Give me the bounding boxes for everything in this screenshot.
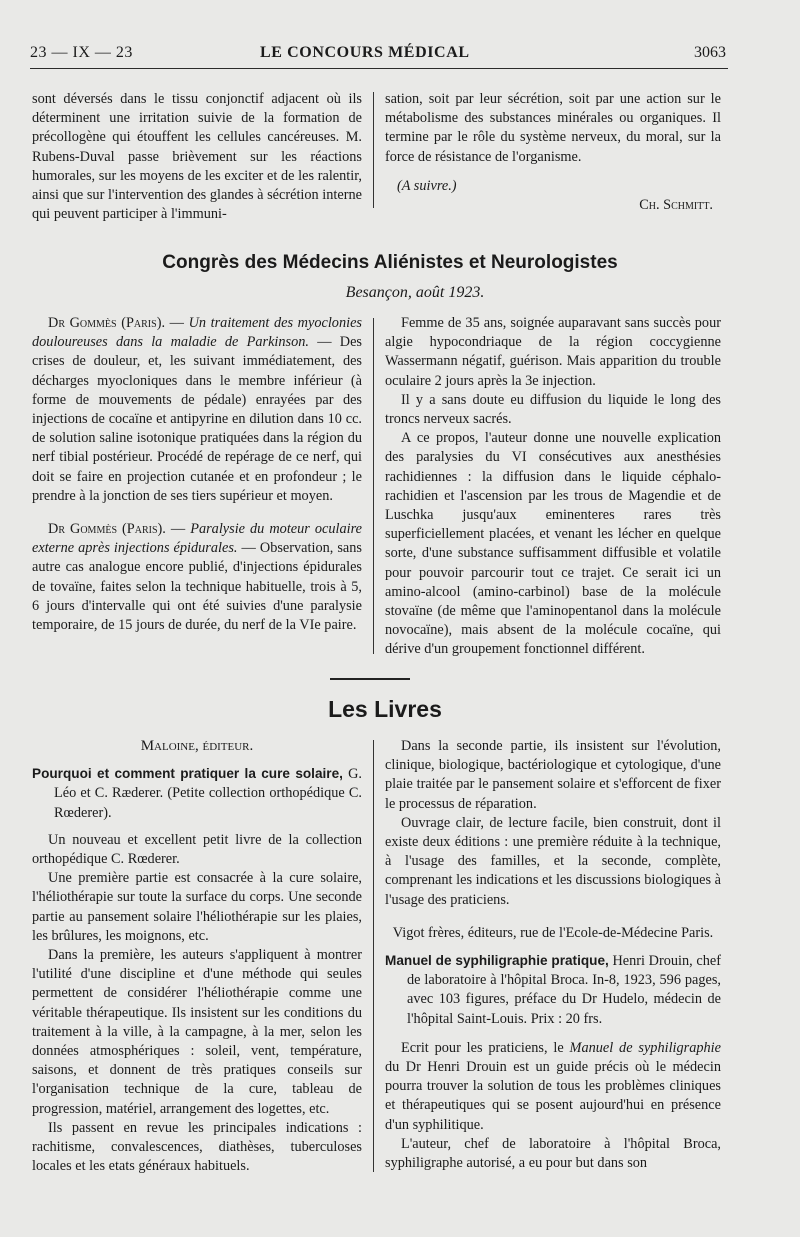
section-separator <box>330 678 410 680</box>
column-divider <box>373 318 374 654</box>
congress-item-1: Dr Gommès (Paris). — Un traitement des myoclonies douloureuses dans la maladie de Parkinson. — Des crises de douleur, et, les suivant immédiatement, des décharges myocloniques dans le membre inférieur (à forme de mouvements de pédale) enrayées par des injections de cocaïne et antipyrine en dilution dans 10 cc. de solution saline isotonique pratiquées dans la région du nerf tibial postérieur. Procédé de repérage de ce nerf, qui doit se faire en projection cutanée et en profondeur ; le prendre à la jonction de ses tiers supérieur et moyen. <box>32 315 362 504</box>
books-right-column <box>385 737 721 1173</box>
header-rule <box>30 68 728 69</box>
books-section-title: Les Livres <box>328 696 442 722</box>
congress-right-para-1: Femme de 35 ans, soignée auparavant sans succès pour algie hypocondriaque de la région coccygienne Wassermann négatif, guérison. Mais apparition du trouble oculaire 2 jours après la 3e injection. <box>385 315 721 389</box>
congress-place-date: Besançon, août 1923. <box>345 284 485 301</box>
header-date: 23 — IX — 23 <box>30 44 133 61</box>
congress-right-column <box>385 314 721 660</box>
congress-item-2: Dr Gommès (Paris). — Paralysie du moteur oculaire externe après injections épidurales. — Observation, sans autre cas analogue encore publié, d'injections épidurales de tovaïne, faites selon la technique habituelle, trois à 5, 6 jours d'intervalle qui ont été suivies d'une paralysie temporaire, de 15 jours de durée, du nerf de la VIe paire. <box>32 521 362 634</box>
book-entry-syphiligraphie: Manuel de syphiligraphie pratique, Henri Drouin, chef de laboratoire à l'hôpital Broca. In-8, 1923, 596 pages, avec 103 figures, préface du Dr Hudelo, médecin de l'hôpital Saint-Louis. Prix : 20 frs. <box>385 953 721 1027</box>
congress-right-para-3: A ce propos, l'auteur donne une nouvelle explication des paralysies du VI consécutives aux anesthésies rachidiennes : la diffusion dans le liquide céphalo-rachidien et l'ascension par les trous de Magendie et de Luschka jusqu'aux eminenteres rares très superficiellement placées, et venant les lécher en quelque sorte, d'une substance suffisamment diffusible et volatile pour pouvoir parcourir tout ce trajet. Ce serait ici un amino-alcool (amino-carbinol) base de la molécule stovaïne (de même que l'aminopentanol dans la molécule novocaïne), mais absent de la molécule cocaïne, qui dérive d'un groupement fonctionnel différent. <box>385 430 721 658</box>
review-para-2: Une première partie est consacrée à la cure solaire, l'héliothérapie sur toute la surface du corps. Une seconde partie au pansement solaire l'héliothérapie sur les plaies, les brûlures, les moignons, etc. <box>32 870 362 944</box>
congress-left-column <box>32 314 362 635</box>
review-para-1: Un nouveau et excellent petit livre de la collection orthopédique C. Rœderer. <box>32 831 362 868</box>
top-left-text: sont déversés dans le tissu conjonctif adjacent où ils déterminent une irritation suivie de la formation de précollogène qui étouffent les cellules cancéreuses. M. Rubens-Duval passe brièvement sur les réactions humorales, sur les moyens de les exciter et de les ralentir, ainsi que sur l'intervention des glandes à sécrétion interne qui peuvent participer à l'immuni- <box>32 91 362 223</box>
review-para-5: Dans la seconde partie, ils insistent sur l'évolution, clinique, biologique, bactériologique et cytologique, d'une plaie traitée par le pansement solaire et s'efforcent de fixer le processus de réparation. <box>385 738 721 812</box>
publisher-vigot: Vigot frères, éditeurs, rue de l'Ecole-de-Médecine Paris. <box>392 924 714 941</box>
review-para-8: L'auteur, chef de laboratoire à l'hôpital Broca, syphiligraphe autorisé, a eu pour but dans son <box>385 1135 721 1172</box>
books-left-column <box>32 737 362 1176</box>
top-left-column <box>32 90 362 224</box>
top-right-column <box>385 90 721 215</box>
signature: Ch. Schmitt. <box>639 197 713 214</box>
review-para-3: Dans la première, les auteurs s'appliquent à montrer l'utilité d'une discipline et d'une méthode qui seules permettent de considérer l'héliothérapie comme une véritable thérapeutique. Ils insistent sur les conditions du traitement à la ville, à la campagne, à la mer, selon les données atmosphériques : soleil, vent, température, saisons, et donnent de très pratiques conseils sur l'organisation technique de la cure, tableau de progression, matériel, arrangement des logettes, etc. <box>32 947 362 1117</box>
book-entry-cure-solaire: Pourquoi et comment pratiquer la cure solaire, G. Léo et C. Ræderer. (Petite collection orthopédique C. Rœderer). <box>32 766 362 821</box>
congress-right-para-2: Il y a sans doute eu diffusion du liquide le long des troncs nerveux sacrés. <box>385 391 721 428</box>
publisher-maloine: Maloine, éditeur. <box>140 738 254 754</box>
journal-title: LE CONCOURS MÉDICAL <box>260 44 470 61</box>
running-header <box>30 44 726 68</box>
top-right-text: sation, soit par leur sécrétion, soit par une action sur le métabolisme des substances minérales ou organiques. Il termine par le rôle du système nerveux, du moral, sur la force de résistance de l'organisme. <box>385 91 721 165</box>
to-be-continued: (A suivre.) <box>397 177 457 194</box>
review-para-7: Ecrit pour les praticiens, le Manuel de syphiligraphie du Dr Henri Drouin est un guide précis où le médecin pourra trouver la solution de tous les problèmes cliniques et thérapeutiques qui se posent aujourd'hui en présence d'un syphilitique. <box>385 1039 721 1133</box>
page-number: 3063 <box>694 44 726 61</box>
congress-title: Congrès des Médecins Aliénistes et Neurologistes <box>162 252 618 273</box>
column-divider <box>373 92 374 208</box>
column-divider <box>373 740 374 1172</box>
review-para-6: Ouvrage clair, de lecture facile, bien construit, dont il existe deux éditions : une première réduite à la technique, à l'usage des familles, et la seconde, complète, comprenant les indications et les discussions biologiques à l'usage des praticiens. <box>385 814 721 908</box>
review-para-4: Ils passent en revue les principales indications : rachitisme, convalescences, diathèses, tuberculoses locales et les etats généraux habituels. <box>32 1119 362 1175</box>
